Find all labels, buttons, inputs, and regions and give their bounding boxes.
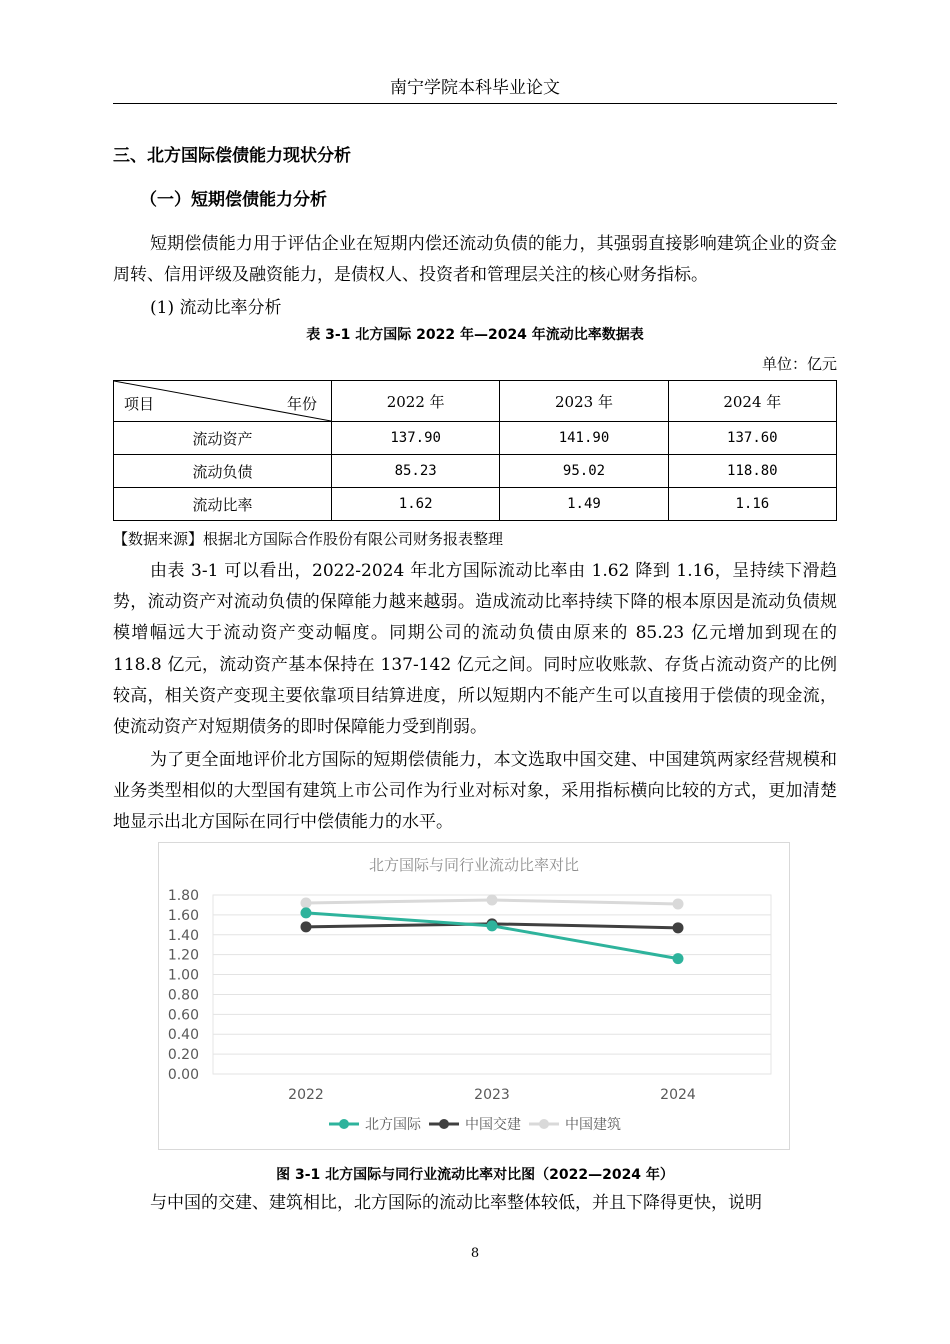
data-point bbox=[487, 894, 498, 905]
y-tick-label: 0.20 bbox=[167, 1047, 199, 1064]
legend-swatch-marker bbox=[339, 1119, 349, 1129]
table-row bbox=[114, 422, 837, 455]
data-point bbox=[673, 922, 684, 933]
row-label: 流动负债 bbox=[114, 455, 332, 488]
diagonal-header-cell bbox=[114, 381, 332, 422]
data-source-note: 【数据来源】根据北方国际合作股份有限公司财务报表整理 bbox=[113, 530, 504, 548]
year-header: 2024 年 bbox=[668, 381, 836, 422]
header-rule bbox=[113, 103, 837, 104]
y-tick-label: 1.20 bbox=[167, 947, 199, 964]
year-header: 2023 年 bbox=[500, 381, 668, 422]
y-tick-label: 0.60 bbox=[167, 1007, 199, 1024]
chart-title: 北方国际与同行业流动比率对比 bbox=[368, 856, 580, 874]
legend-swatch-marker bbox=[539, 1119, 549, 1129]
x-tick-label: 2022 bbox=[288, 1087, 324, 1103]
data-point bbox=[301, 897, 312, 908]
legend-label: 中国建筑 bbox=[565, 1117, 621, 1133]
intro-paragraph: 短期偿债能力用于评估企业在短期内偿还流动负债的能力，其强弱直接影响建筑企业的资金周转、信用评级及融资能力，是债权人、投资者和管理层关注的核心财务指标。 bbox=[113, 234, 837, 286]
page-number: 8 bbox=[470, 1246, 480, 1261]
current-ratio-table bbox=[113, 380, 837, 521]
analysis-paragraph-3: 与中国的交建、建筑相比，北方国际的流动比率整体较低，并且下降得更快，说明 bbox=[150, 1193, 762, 1213]
table-caption: 表 3-1 北方国际 2022 年—2024 年流动比率数据表 bbox=[306, 327, 644, 343]
data-point bbox=[301, 921, 312, 932]
analysis-paragraph-2: 为了更全面地评价北方国际的短期偿债能力，本文选取中国交建、中国建筑两家经营规模和业务类型相似的大型国有建筑上市公司作为行业对标对象，采用指标横向比较的方式，更加清楚地显示出北方国际在同行中偿债能力的水平。 bbox=[113, 750, 837, 833]
legend-label: 中国交建 bbox=[465, 1117, 521, 1133]
table-cell: 1.62 bbox=[332, 488, 500, 521]
y-tick-label: 1.40 bbox=[167, 927, 199, 944]
data-point bbox=[673, 898, 684, 909]
data-point bbox=[487, 920, 498, 931]
table-cell: 137.60 bbox=[668, 422, 836, 455]
y-tick-label: 0.40 bbox=[167, 1027, 199, 1044]
table-row bbox=[114, 455, 837, 488]
year-header: 2022 年 bbox=[332, 381, 500, 422]
y-tick-label: 1.80 bbox=[167, 888, 199, 904]
header-year-label: 年份 bbox=[286, 395, 317, 413]
analysis-paragraph-1: 由表 3-1 可以看出，2022-2024 年北方国际流动比率由 1.62 降到 1.16，呈持续下滑趋势，流动资产对流动负债的保障能力越来越弱。造成流动比率持续下降的根本原因是流动负债规模增幅远大于流动资产变动幅度。同期公司的流动负债由原来的 85.23 亿元增加到现在的 118.8 亿元，流动资产基本保持在 137-142 亿元之间。同时应收账款、存货占流动资产的比例较高，相关资产变现主要依靠项目结算进度，所以短期内不能产生可以直接用于偿债的现金流，使流动资产对短期债务的即时保障能力受到削弱。 bbox=[113, 561, 837, 738]
chart-figure bbox=[158, 842, 790, 1150]
section-heading: 三、北方国际偿债能力现状分析 bbox=[113, 146, 351, 166]
x-tick-label: 2024 bbox=[660, 1087, 696, 1103]
y-tick-label: 1.60 bbox=[167, 907, 199, 924]
y-tick-label: 1.00 bbox=[167, 967, 199, 984]
table-cell: 95.02 bbox=[500, 455, 668, 488]
data-point bbox=[673, 953, 684, 964]
legend-swatch-marker bbox=[439, 1119, 449, 1129]
y-tick-label: 0.00 bbox=[167, 1067, 199, 1083]
subsection-heading: （一）短期偿债能力分析 bbox=[140, 190, 327, 210]
line-chart bbox=[159, 843, 789, 1149]
table-cell: 141.90 bbox=[500, 422, 668, 455]
legend-label: 北方国际 bbox=[365, 1117, 421, 1133]
table-header-row bbox=[114, 381, 837, 422]
table-cell: 85.23 bbox=[332, 455, 500, 488]
figure-caption: 图 3-1 北方国际与同行业流动比率对比图（2022—2024 年） bbox=[276, 1167, 674, 1183]
y-tick-label: 0.80 bbox=[167, 987, 199, 1004]
running-header: 南宁学院本科毕业论文 bbox=[390, 78, 560, 98]
row-label: 流动资产 bbox=[114, 422, 332, 455]
x-tick-label: 2023 bbox=[474, 1087, 510, 1103]
table-unit: 单位：亿元 bbox=[761, 355, 837, 373]
table-cell: 118.80 bbox=[668, 455, 836, 488]
data-point bbox=[301, 907, 312, 918]
row-label: 流动比率 bbox=[114, 488, 332, 521]
sub-item-heading: (1) 流动比率分析 bbox=[150, 298, 282, 318]
table-cell: 137.90 bbox=[332, 422, 500, 455]
header-item-label: 项目 bbox=[124, 395, 155, 413]
table-cell: 1.49 bbox=[500, 488, 668, 521]
table-cell: 1.16 bbox=[668, 488, 836, 521]
table-row bbox=[114, 488, 837, 521]
